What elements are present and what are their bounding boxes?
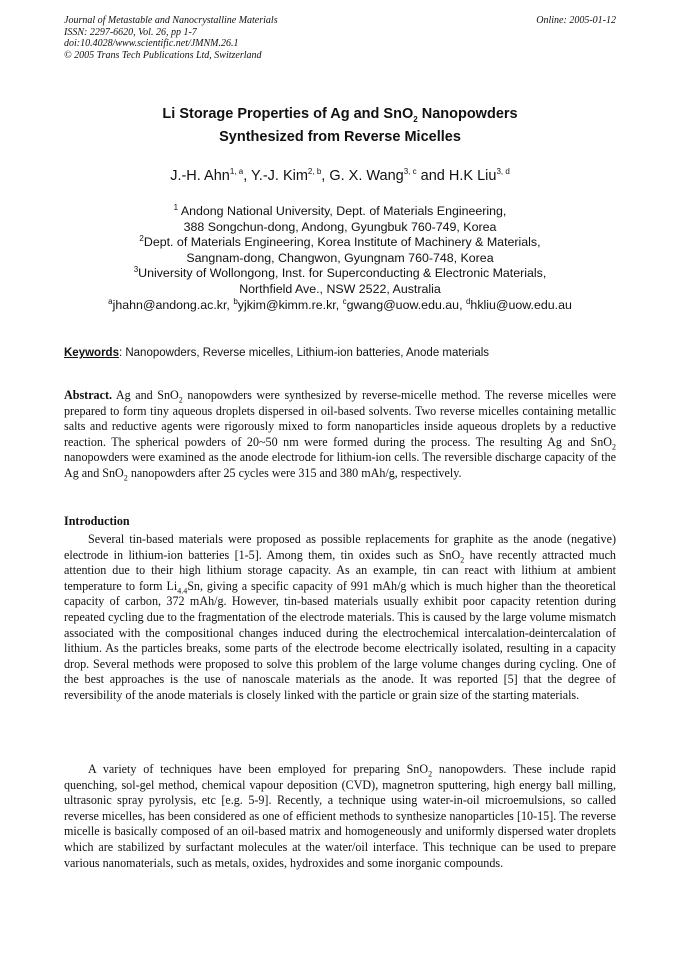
- keywords-label: Keywords: [64, 347, 119, 359]
- keywords: [64, 347, 616, 359]
- email-mark: c: [342, 296, 347, 306]
- affiliation-line: Sangnam-dong, Changwon, Gyungnam 760-748, Korea: [186, 250, 494, 265]
- journal-header: [64, 15, 616, 61]
- author-affil-mark: 2, b: [307, 167, 322, 177]
- journal-doi: doi:10.4028/www.scientific.net/JMNM.26.1: [64, 38, 239, 49]
- email-mark: b: [233, 296, 238, 306]
- author-affil-mark: 3, d: [496, 167, 510, 177]
- title-subscript: 2: [413, 114, 418, 124]
- paragraph: [64, 762, 616, 871]
- author-name: J.-H. Ahn: [170, 168, 230, 184]
- title-text-b: Nanopowders: [417, 106, 518, 122]
- journal-copyright: © 2005 Trans Tech Publications Ltd, Switzerland: [64, 49, 262, 61]
- online-date: Online: 2005-01-12: [536, 15, 616, 26]
- affiliation-line: Northfield Ave., NSW 2522, Australia: [239, 281, 441, 296]
- abstract-text: Ag and SnO: [112, 388, 179, 402]
- section-heading-introduction: Introduction: [64, 514, 130, 528]
- abstract-text: nanopowders were examined as the anode electrode for lithium-ion cells. The reversible discharge capacity of the Ag and SnO: [64, 450, 616, 480]
- email-mark: a: [108, 296, 113, 306]
- abstract-label: Abstract.: [64, 388, 113, 402]
- email-address[interactable]: jhahn@andong.ac.kr,: [112, 297, 234, 312]
- journal-name: Journal of Metastable and Nanocrystalline Materials: [64, 15, 278, 26]
- affiliation-line: [64, 235, 616, 251]
- affiliation-mark: 3: [133, 265, 139, 275]
- author-list: [64, 168, 616, 184]
- paragraph-text: have recently attracted much attention due to their high lithium storage capacity. As an example, tin can react with lithium at ambient temperature to form Li: [64, 547, 616, 593]
- subscript: 2: [123, 473, 128, 483]
- affiliation-line: [64, 204, 616, 220]
- author-affil-mark: 1, a: [229, 167, 244, 177]
- subscript: 2: [460, 555, 465, 564]
- email-address[interactable]: hkliu@uow.edu.au: [470, 297, 572, 312]
- subscript: 2: [178, 395, 183, 405]
- title-text-a: Li Storage Properties of Ag and SnO: [162, 106, 414, 122]
- title-line-2: Synthesized from Reverse Micelles: [219, 129, 461, 145]
- paragraph-text: nanopowders. These include rapid quenching, sol-gel method, chemical vapour deposition (CVD), magnetron sputtering, high energy ball milling, ultrasonic spray pyrolysis, etc [e.g. 5-9]. Recently, a technique using water-in-oil microemulsions, so called reverse micelles, has been considered as one of efficient methods to synthesize nanoparticles [10-15]. The reverse micelle is basically composed of an oil-based matrix and homogeneously and uniformly dispersed water droplets which are stabilized by surfactant molecules at the water/oil interface. This technique can be used to prepare various nanomaterials, such as metals, oxides, hydroxides and some inorganic compounds.: [64, 762, 616, 870]
- paragraph-text: Sn, giving a specific capacity of 991 mAh/g which is much higher than the theoretical capacity of carbon, 372 mAh/g. However, tin-based materials usually exhibit poor capacity retention during repeated cycling due to the fragmentation of the electrode materials. This is caused by the large volume mismatch associated with the compositional changes induced during the electrochemical intercalation-deintercalation of lithium. As the particles breaks, some parts of the electrode become electrically isolated, resulting in a capacity drop. Several methods were proposed to solve this problem of the large volume changes during cycling. One of the best approaches is the use of nanoscale materials as the anode. It was reported [5] that the degree of reversibility of the anode materials is closely linked with the particle or grain size of the starting materials.: [64, 578, 616, 702]
- paragraph: [64, 532, 616, 704]
- paragraph-text: Several tin-based materials were proposed as possible replacements for graphite as the anode (negative) electrode in lithium-ion batteries [1-5]. Among them, tin oxides such as SnO: [64, 532, 616, 562]
- keywords-text: Nanopowders, Reverse micelles, Lithium-ion batteries, Anode materials: [125, 347, 490, 359]
- affiliation-line: 388 Songchun-dong, Andong, Gyungbuk 760-749, Korea: [183, 219, 497, 234]
- journal-issn: ISSN: 2297-6620, Vol. 26, pp 1-7: [64, 26, 197, 38]
- author-name: , G. X. Wang: [321, 168, 404, 184]
- abstract: [64, 388, 616, 482]
- affiliation-text: Andong National University, Dept. of Materials Engineering,: [178, 204, 507, 218]
- author-affil-mark: 3, c: [403, 167, 417, 177]
- email-line: [64, 298, 616, 314]
- abstract-text: nanopowders after 25 cycles were 315 and 380 mAh/g, respectively.: [127, 465, 462, 480]
- affiliation-mark: 2: [139, 234, 144, 244]
- subscript: 2: [428, 769, 433, 779]
- abstract-text: nanopowders were synthesized by reverse-micelle method. The reverse micelles were prepared to form tiny aqueous droplets dispersed in oil-based solvents. Two reverse micelles containing metallic salts and reductive agents were rigorously mixed to form nanoparticles inside aqueous droplets by a reductive reaction. The spherical powders of 20~50 nm were formed during the process. The resulting Ag and SnO: [64, 388, 616, 449]
- email-address[interactable]: gwang@uow.edu.au,: [346, 297, 466, 312]
- affiliation-mark: 1: [173, 202, 179, 212]
- affiliations: [64, 204, 616, 313]
- paragraph-text: A variety of techniques have been employed for preparing SnO: [88, 762, 429, 776]
- author-name: and H.K Liu: [416, 168, 497, 184]
- email-address[interactable]: yjkim@kimm.re.kr,: [237, 297, 343, 312]
- paper-title: [64, 103, 616, 149]
- subscript: 2: [612, 442, 616, 452]
- email-mark: d: [465, 296, 471, 306]
- affiliation-line: [64, 266, 616, 282]
- author-name: , Y.-J. Kim: [243, 168, 308, 184]
- affiliation-text: Dept. of Materials Engineering, Korea Institute of Machinery & Materials,: [143, 235, 541, 250]
- title-line-1: [64, 103, 616, 126]
- affiliation-text: University of Wollongong, Inst. for Superconducting & Electronic Materials,: [138, 266, 547, 281]
- subscript: 4.4: [177, 586, 188, 596]
- keywords-colon: :: [118, 347, 126, 359]
